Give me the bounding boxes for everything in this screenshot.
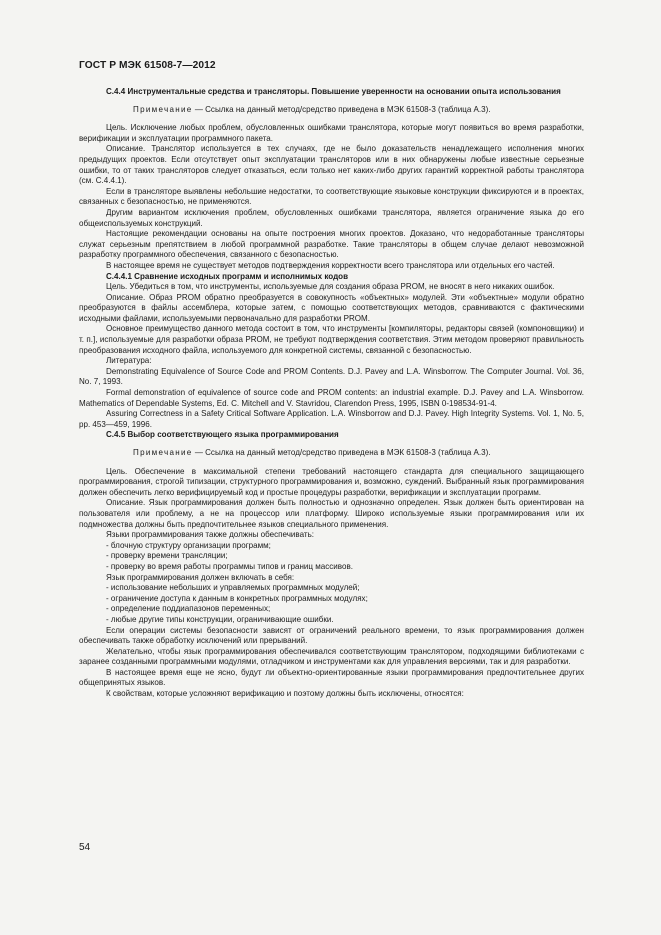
reference-item: Assuring Correctness in a Safety Critical Software Application. L.A. Winsborrow and D.J. Pavey. High Integrity Systems. Vol. 1, No. 5, pp. 453—459, 1996.	[79, 409, 584, 429]
body-paragraph: Описание. Транслятор используется в тех случаях, где не было доказательств ненадлежащего исполнения многих предыдущих проектов. Если отсутствует опыт эксплуатации трансляторов или в них обнаружены любые известные серьезные ошибки, то от таких трансляторов следует отказаться, если только нет каких-либо других гарантий корректной работы транслятора (см. С.4.4.1).	[79, 144, 584, 186]
list-item: - проверку времени трансляции;	[106, 551, 228, 561]
list-item: - блочную структуру организации программ;	[106, 540, 271, 550]
list-item: - любые другие типы конструкции, ограничивающие ошибки.	[106, 614, 334, 624]
page-number: 54	[79, 842, 91, 853]
note-label: Примечание	[133, 448, 193, 457]
list-item: - определение поддиапазонов переменных;	[106, 604, 271, 614]
note-text: — Ссылка на данный метод/средство приведена в МЭК 61508-3 (таблица А.3).	[194, 104, 491, 114]
body-paragraph: Другим вариантом исключения проблем, обусловленных ошибками транслятора, является ограничение языка до его общеиспользуемых конструкций.	[79, 207, 584, 228]
body-paragraph: Язык программирования должен включать в себя:	[106, 572, 295, 582]
document-body	[79, 87, 584, 700]
list-item: - использование небольших и управляемых программных модулей;	[106, 583, 360, 593]
body-paragraph: В настоящее время еще не ясно, будут ли объектно-ориентированные языки программирования предпочтительнее других общепринятых языков.	[79, 667, 584, 688]
body-paragraph: Языки программирования также должны обеспечивать:	[106, 530, 314, 540]
body-paragraph: Если в трансляторе выявлены небольшие недостатки, то соответствующие языковые конструкции фиксируются и в проектах, связанных с безопасностью, не применяются.	[79, 186, 584, 207]
list-item: - проверку во время работы программы типов и границ массивов.	[106, 561, 353, 571]
section-heading: С.4.4.1 Сравнение исходных программ и исполнимых кодов	[106, 271, 349, 281]
reference-item: Demonstrating Equivalence of Source Code and PROM Contents. D.J. Pavey and L.A. Winsborrow. The Computer Journal. Vol. 36, No. 7, 1993.	[79, 366, 584, 387]
body-paragraph: В настоящее время не существует методов подтверждения корректности всего транслятора или отдельных его частей.	[106, 260, 555, 270]
page-header: ГОСТ Р МЭК 61508-7—2012	[79, 60, 216, 71]
body-paragraph: Цель. Исключение любых проблем, обусловленных ошибками транслятора, которые могут появиться во время разработки, верификации и эксплуатации программного пакета.	[79, 123, 584, 143]
body-paragraph: Цель. Убедиться в том, что инструменты, используемые для создания образа PROM, не вносят в него никаких ошибок.	[106, 282, 555, 292]
body-paragraph: Настоящие рекомендации основаны на опыте построения многих проектов. Доказано, что недоработанные трансляторы служат серьезным препятствием в любой программной разработке. Такие трансляторы в общем случае делают невозможной разработку программного обеспечения, связанного с безопасностью.	[79, 229, 584, 260]
section-heading: С.4.4 Инструментальные средства и трансляторы. Повышение уверенности на основании опыта использования	[106, 87, 561, 96]
body-paragraph: Литература:	[106, 356, 152, 366]
list-item: - ограничение доступа к данным в конкретных программных модулях;	[106, 593, 368, 603]
note-paragraph	[79, 105, 584, 116]
body-paragraph: К свойствам, которые усложняют верификацию и поэтому должны быть исключены, относятся:	[106, 689, 464, 699]
body-paragraph: Цель. Обеспечение в максимальной степени требований настоящего стандарта для специального защищающего программирования, строгой типизации, структурного программирования и, возможно, суждений. Выбранный язык программирования должен обеспечить легко верифицируемый код и простые процедуры разработки, верификации и эксплуатации программ.	[79, 466, 584, 497]
note-text: — Ссылка на данный метод/средство приведена в МЭК 61508-3 (таблица А.3).	[194, 448, 491, 457]
body-paragraph: Описание. Образ PROM обратно преобразуется в совокупность «объектных» модулей. Эти «объектные» модули обратно преобразуются в файлы ассемблера, которые затем, с помощью соответствующих методов, сравниваются с фактическими исходными файлами, используемыми первоначально для разработки PROM.	[79, 292, 584, 323]
reference-item: Formal demonstration of equivalence of source code and PROM contents: an industrial example. D.J. Pavey and L.A. Winsborrow. Mathematics of Dependable Systems, Ed. C. Mitchell and V. Stavridou, Clarendon Press, 1995, ISBN 0-198534-91-4.	[79, 388, 584, 408]
body-paragraph: Описание. Язык программирования должен быть полностью и однозначно определен. Язык должен быть ориентирован на пользователя или проблему, а не на процессор или платформу. Широко используемые языки программирования или их подмножества должны быть предпочтительнее языков специального применения.	[79, 498, 584, 529]
note-paragraph	[79, 448, 584, 459]
body-paragraph: Желательно, чтобы язык программирования обеспечивался соответствующим транслятором, подходящими библиотеками с заранее созданными программными модулями, отладчиком и инструментами как для управления версиями, так и для разработки.	[79, 646, 584, 667]
note-label: Примечание	[133, 104, 193, 114]
section-heading: С.4.5 Выбор соответствующего языка программирования	[106, 430, 339, 440]
body-paragraph: Если операции системы безопасности зависят от ограничений реального времени, то язык программирования должен обеспечивать также обработку исключений или прерываний.	[79, 625, 584, 646]
body-paragraph: Основное преимущество данного метода состоит в том, что инструменты [компиляторы, редакторы связей (компоновщики) и т. п.], используемые для разработки образа PROM, не требуют подтверждения соответствия. Этим методом проверяют правильность преобразования исходного файла, используемого для конкретной системы, связанной с безопасностью.	[79, 324, 584, 355]
